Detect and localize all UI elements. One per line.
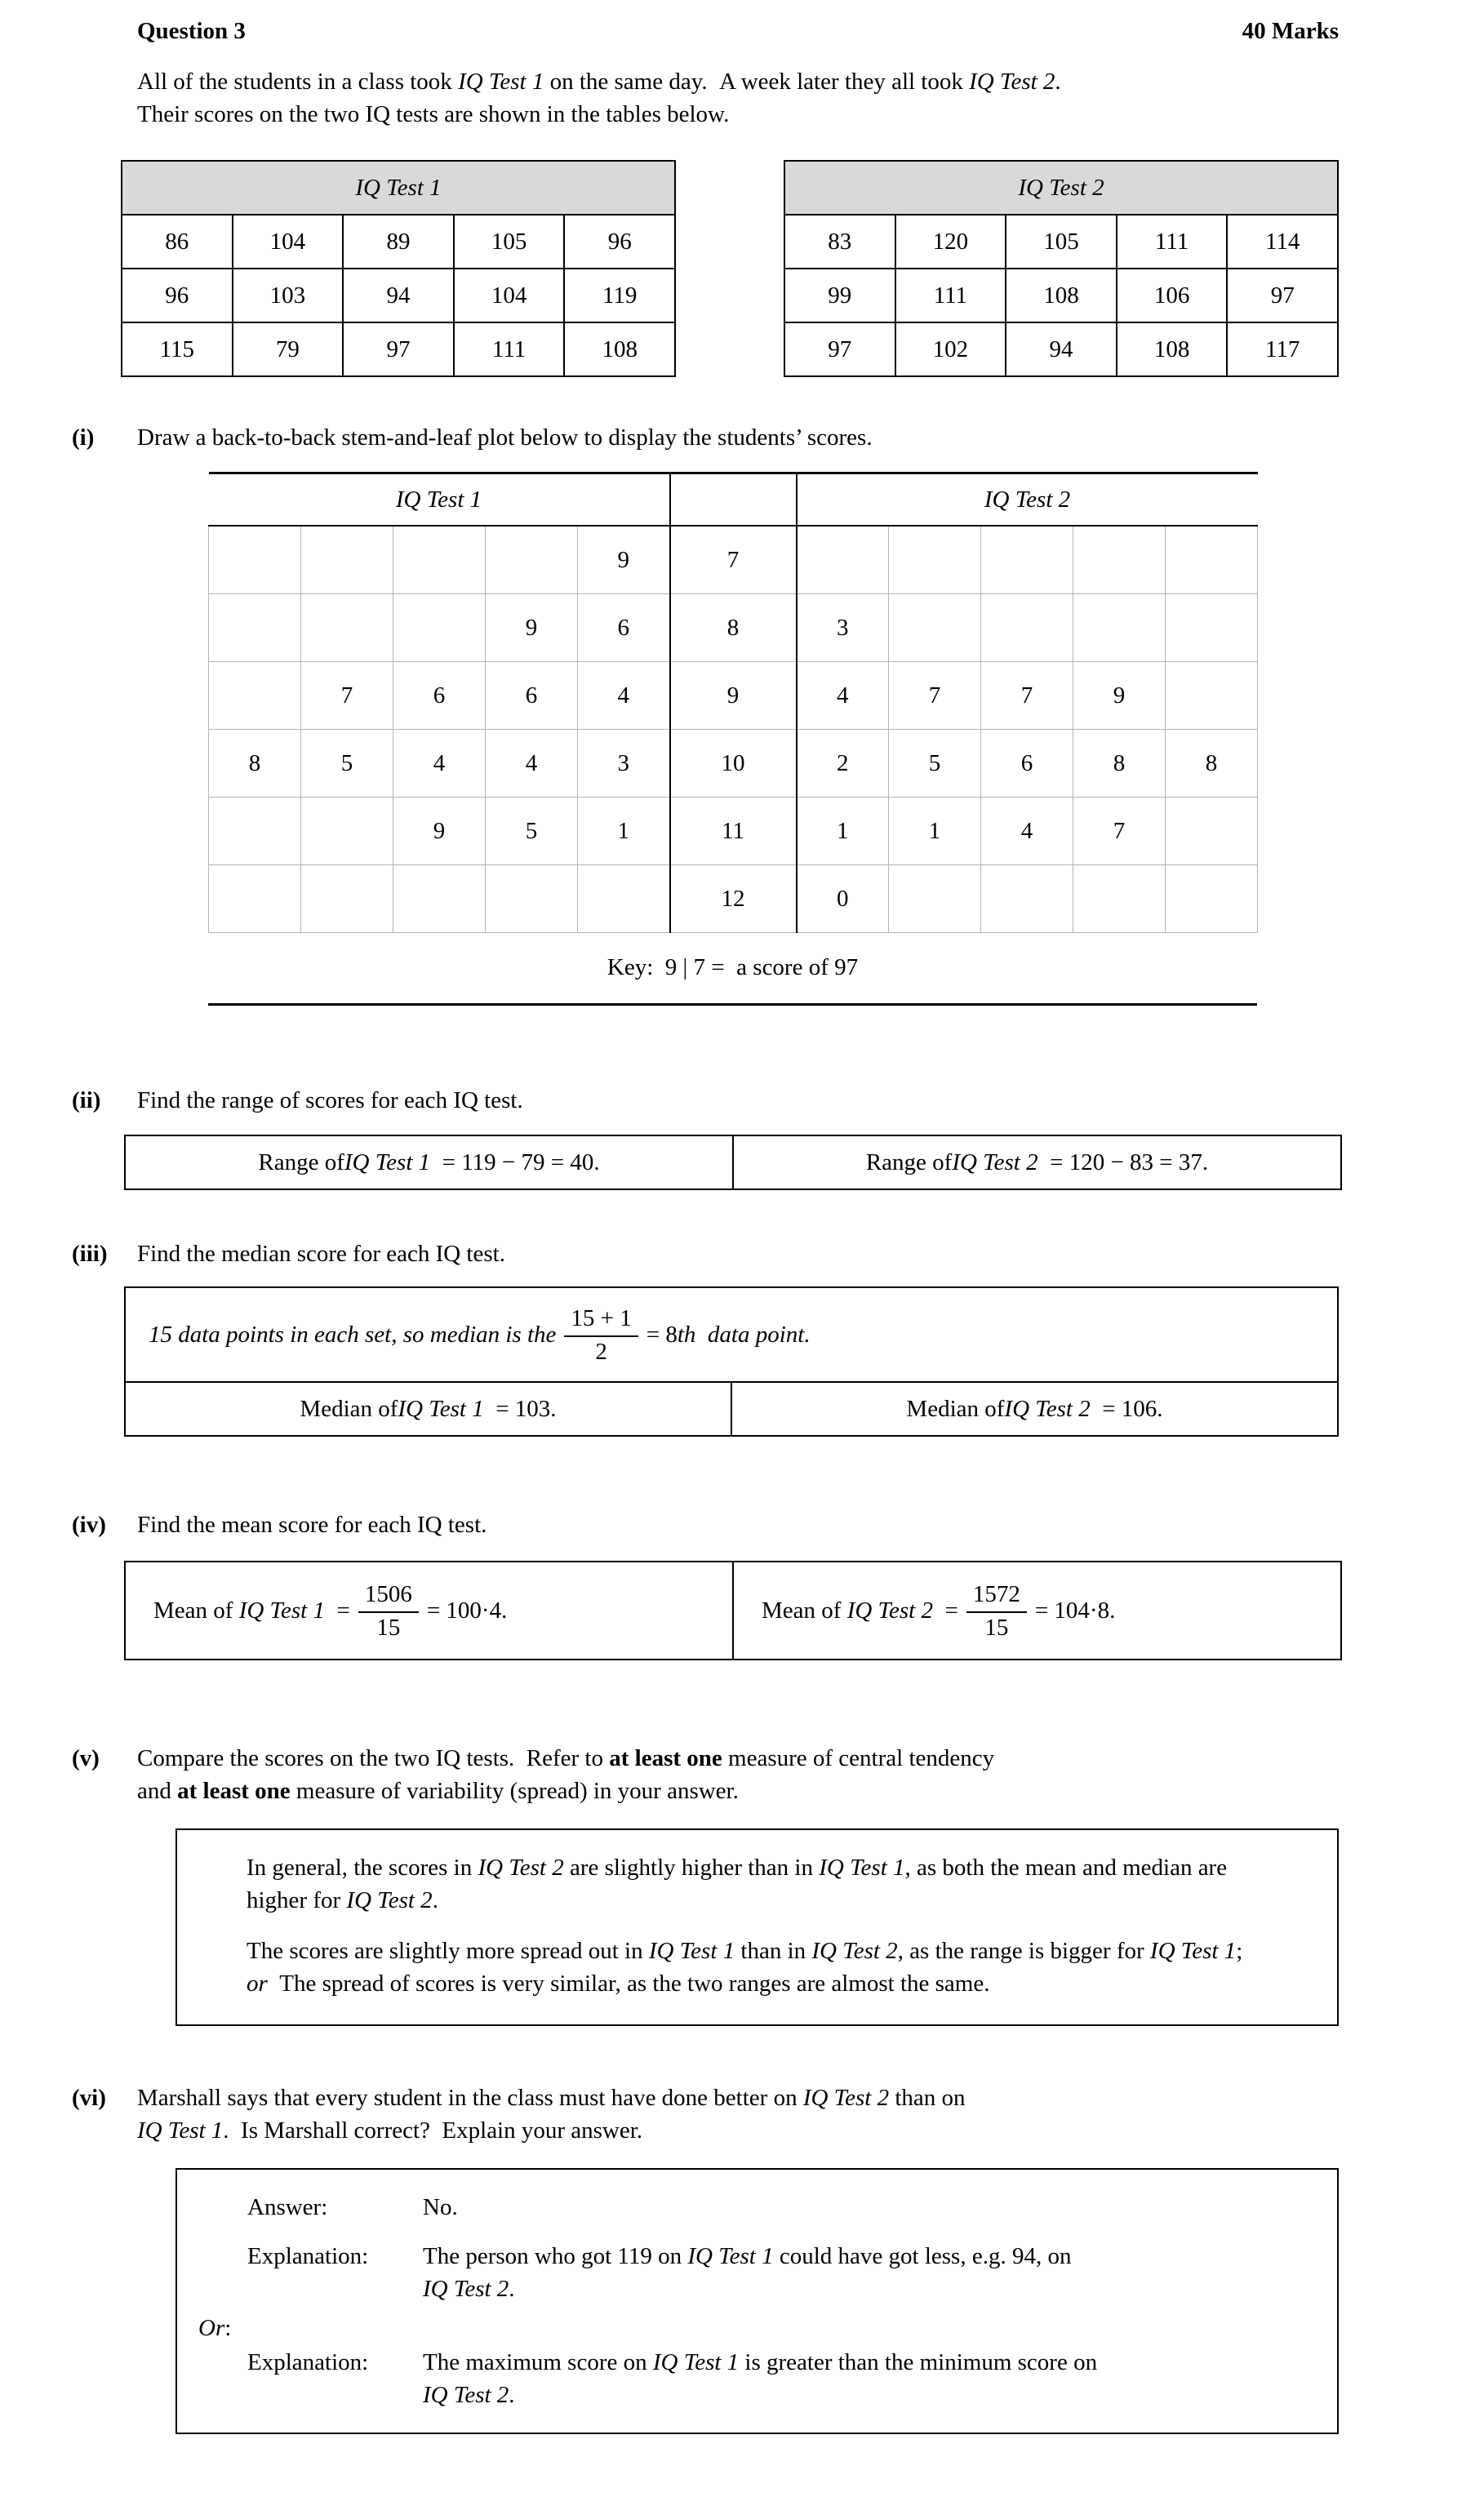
leaf-cell [209,526,301,594]
leaf-cell: 4 [393,730,486,798]
stem-leaf-row [209,526,1258,594]
leaf-cell: 5 [301,730,393,798]
text-segment: th data point. [677,1322,811,1349]
text-segment: Marshall says that every student in the class must have done better on [137,2085,803,2112]
range-test1-answer [126,1136,732,1189]
part-vi-label: (vi) [72,2085,106,2112]
score-cell: 105 [1006,215,1117,269]
stem-leaf-row [209,662,1258,730]
part-ii-label: (ii) [72,1087,101,1114]
text-segment: Or [198,2315,225,2342]
leaf-cell: 9 [486,594,578,662]
leaf-cell: 4 [797,662,889,730]
score-cell: 86 [122,215,233,269]
score-cell: 105 [454,215,565,269]
stem-leaf-row [209,865,1258,933]
stem-column-header [670,473,797,527]
text-segment: = 120 − 83 = 37. [1037,1149,1209,1176]
text-segment: Compare the scores on the two IQ tests. Refer to [137,1745,610,1772]
leaf-cell [1073,865,1166,933]
text-segment: IQ Test 1 [819,1855,905,1882]
leaf-cell: 7 [889,662,981,730]
explanation-2-label: Explanation: [247,2349,369,2376]
leaf-cell: 2 [797,730,889,798]
leaf-cell: 8 [1166,730,1258,798]
text-segment: = 119 − 79 = 40. [430,1149,600,1176]
text-segment: IQ Test 2 [346,1887,433,1914]
leaf-cell: 3 [578,730,670,798]
leaf-cell [393,526,486,594]
stem-leaf-plot [208,472,1257,1006]
median-answer-box [124,1286,1339,1437]
text-segment: is greater than the minimum score on [739,2349,1098,2376]
text-segment: Mean of [762,1597,847,1624]
explanation-1-label: Explanation: [247,2243,369,2270]
text-segment: The maximum score on [423,2349,653,2376]
iq-test-2-table [784,160,1339,377]
score-cell: 111 [454,322,565,376]
text-segment: Median of [906,1396,1005,1423]
plot-bottom-rule [208,1003,1257,1006]
part-i-prompt: Draw a back-to-back stem-and-leaf plot below to display the students’ scores. [137,424,873,451]
text-segment: = 103. [483,1396,557,1423]
iq-test-2-table-title: IQ Test 2 [784,161,1338,215]
part-v-label: (v) [72,1745,100,1772]
mean-answer-box [124,1561,1342,1660]
median-note [126,1288,1337,1383]
leaf-cell [889,526,981,594]
text-segment: = 8 [646,1322,678,1349]
intro-paragraph [137,65,1339,131]
explanation-2-text [423,2346,1314,2411]
iq-test-2-table-body [784,215,1338,376]
leaf-cell: 9 [393,798,486,865]
part-v [72,1742,1339,1807]
text-segment: In general, the scores in [247,1855,478,1882]
score-cell: 111 [1117,215,1228,269]
text-segment: IQ Test 1 [458,69,544,96]
comparison-paragraph-1 [247,1851,1255,1917]
text-segment: Range of [258,1149,344,1176]
text-segment: . [1055,69,1061,96]
leaf-cell: 7 [1073,798,1166,865]
leaf-cell [209,662,301,730]
plot-body [209,526,1258,933]
leaf-cell: 1 [889,798,981,865]
part-i [72,421,1339,454]
part-iv-label: (iv) [72,1512,106,1539]
score-cell: 94 [1006,322,1117,376]
page-header [137,15,1339,47]
score-cell: 114 [1227,215,1338,269]
median-test2-answer [731,1383,1337,1435]
mean-test1-fraction [358,1580,419,1642]
leaf-cell: 8 [1073,730,1166,798]
leaf-cell: 6 [393,662,486,730]
median-note-post [646,1318,811,1351]
leaf-cell [209,594,301,662]
leaf-cell: 4 [981,798,1073,865]
text-segment: at least one [609,1745,722,1772]
leaf-cell: 6 [578,594,670,662]
leaf-cell: 1 [578,798,670,865]
fraction-numerator: 1572 [966,1580,1027,1612]
text-segment: = [932,1597,958,1624]
leaf-cell [797,526,889,594]
text-segment: : [224,2315,232,2342]
score-cell: 117 [1227,322,1338,376]
score-cell: 108 [564,322,675,376]
text-segment: IQ Test 1 [687,2243,774,2270]
text-segment: measure of variability (spread) in your answer. [290,1778,739,1805]
indent-spacer [198,2191,247,2224]
score-tables [121,160,1339,377]
table-row [122,215,675,269]
fraction-denominator: 2 [595,1338,607,1365]
text-segment: IQ Test 1 [652,2349,740,2376]
text-segment: 15 data points in each set, so median is the [149,1322,557,1349]
or-label [198,2312,1314,2344]
comparison-answer-box [176,1828,1339,2026]
leaf-cell [301,865,393,933]
text-segment: IQ Test 2 [969,69,1055,96]
leaf-cell: 8 [209,730,301,798]
text-segment: IQ Test 1 [238,1597,325,1624]
text-segment: IQ Test 2 [802,2085,890,2112]
fraction-numerator: 1506 [358,1580,419,1612]
leaf-cell [578,865,670,933]
median-test1-answer [126,1383,731,1435]
part-ii-prompt: Find the range of scores for each IQ test. [137,1087,523,1114]
score-cell: 106 [1117,269,1228,322]
leaf-cell: 6 [486,662,578,730]
table-row [784,322,1338,376]
plot-header-row [209,473,1258,527]
leaf-cell: 7 [301,662,393,730]
text-segment: IQ Test 1 [344,1149,431,1176]
part-i-label: (i) [72,424,95,451]
iq-test-1-table-body [122,215,675,376]
text-segment: The spread of scores is very similar, as the two ranges are almost the same. [267,1971,990,1997]
text-segment: = 104·8. [1034,1597,1116,1624]
answer-text: No. [423,2194,458,2221]
text-segment: could have got less, e.g. 94, on [773,2243,1072,2270]
stem-cell: 8 [670,594,797,662]
stem-cell: 11 [670,798,797,865]
leaf-cell [981,865,1073,933]
part-vi [72,2082,1339,2147]
leaf-cell [301,526,393,594]
leaf-cell [486,865,578,933]
mean-test2-answer [732,1562,1340,1659]
score-cell: 96 [122,269,233,322]
range-answer-box [124,1135,1342,1190]
mean-test1-answer [126,1562,732,1659]
score-cell: 79 [233,322,344,376]
marshall-answer-box [176,2168,1339,2434]
score-cell: 89 [343,215,454,269]
text-segment: = 106. [1090,1396,1163,1423]
leaf-cell [393,865,486,933]
leaf-cell [301,594,393,662]
comparison-paragraph-2 [247,1935,1255,2000]
text-segment: IQ Test 2 [846,1597,933,1624]
leaf-cell [393,594,486,662]
leaf-cell: 6 [981,730,1073,798]
table-title-row [784,161,1338,215]
text-segment: . [509,2382,515,2409]
leaf-cell [486,526,578,594]
text-segment: ; [1236,1938,1255,1965]
leaf-cell: 4 [578,662,670,730]
leaf-cell: 4 [486,730,578,798]
leaf-cell [209,865,301,933]
stem-cell: 7 [670,526,797,594]
score-cell: 96 [564,215,675,269]
score-cell: 97 [784,322,895,376]
fraction-numerator: 15 + 1 [564,1304,638,1336]
leaf-cell [209,798,301,865]
table-title-row [122,161,675,215]
text-segment: The scores are slightly more spread out in [247,1938,649,1965]
text-segment: IQ Test 2 [423,2382,509,2409]
explanation-1-text [423,2240,1314,2305]
part-vi-prompt [137,2082,1339,2147]
score-cell: 94 [343,269,454,322]
median-split-row [126,1383,1337,1435]
answer-label: Answer: [247,2194,328,2221]
text-segment: Median of [300,1396,398,1423]
score-cell: 97 [343,322,454,376]
plot-key: Key: 9 | 7 = a score of 97 [606,954,859,981]
leaf-cell: 7 [981,662,1073,730]
score-cell: 102 [895,322,1006,376]
text-segment: The person who got 119 on [423,2243,688,2270]
text-segment: IQ Test 2 [1004,1396,1091,1423]
part-ii [72,1084,1339,1117]
score-cell: 103 [233,269,344,322]
text-segment: All of the students in a class took [137,69,459,96]
text-segment: and [137,1778,178,1805]
stem-leaf-row [209,730,1258,798]
range-test2-answer [732,1136,1340,1189]
fraction-denominator: 15 [984,1614,1009,1641]
leaf-cell [1166,865,1258,933]
text-segment: IQ Test 2 [811,1938,898,1965]
table-row [784,215,1338,269]
table-row [784,269,1338,322]
leaf-cell: 5 [486,798,578,865]
leaf-cell [889,865,981,933]
leaf-cell: 9 [1073,662,1166,730]
mean-test1-post [427,1594,508,1627]
leaf-cell: 3 [797,594,889,662]
leaf-cell [889,594,981,662]
plot-right-title: IQ Test 2 [797,473,1258,527]
text-segment: at least one [177,1778,291,1805]
mean-test2-pre [762,1594,958,1627]
text-segment: Their scores on the two IQ tests are shown in the tables below. [137,101,730,128]
score-cell: 104 [233,215,344,269]
score-cell: 108 [1006,269,1117,322]
score-cell: 115 [122,322,233,376]
text-segment: . [509,2276,515,2303]
score-cell: 120 [895,215,1006,269]
score-cell: 108 [1117,322,1228,376]
text-segment: = [324,1597,350,1624]
leaf-cell [981,526,1073,594]
leaf-cell: 9 [578,526,670,594]
stem-leaf-row [209,798,1258,865]
plot-left-title: IQ Test 1 [209,473,670,527]
text-segment: IQ Test 2 [423,2276,509,2303]
median-note-pre [149,1318,556,1351]
text-segment: than in [735,1938,812,1965]
leaf-cell: 5 [889,730,981,798]
score-cell: 83 [784,215,895,269]
leaf-cell [1166,798,1258,865]
text-segment: IQ Test 1 [648,1938,735,1965]
text-segment: IQ Test 2 [478,1855,564,1882]
score-cell: 111 [895,269,1006,322]
score-cell: 97 [1227,269,1338,322]
leaf-cell [1166,526,1258,594]
part-iv [72,1508,1339,1541]
text-segment: . [432,1887,438,1914]
mean-test2-fraction [966,1580,1027,1642]
score-cell: 119 [564,269,675,322]
text-segment: than on [889,2085,966,2112]
text-segment: or [247,1971,268,1997]
part-v-prompt [137,1742,1339,1807]
mean-test1-pre [153,1594,350,1627]
leaf-cell [1073,594,1166,662]
explanation-2-row [198,2346,1314,2411]
part-iii-prompt: Find the median score for each IQ test. [137,1241,505,1268]
text-segment: IQ Test 1 [1149,1938,1237,1965]
text-segment: measure of central tendency [722,1745,995,1772]
fraction-denominator: 15 [376,1614,401,1641]
score-cell: 104 [454,269,565,322]
part-iii-label: (iii) [72,1241,108,1268]
median-fraction [564,1304,638,1366]
table-row [122,322,675,376]
text-segment: IQ Test 2 [952,1149,1038,1176]
text-segment: Range of [865,1149,953,1176]
indent-spacer [198,2346,247,2411]
text-segment: are slightly higher than in [563,1855,820,1882]
mean-test2-post [1035,1594,1116,1627]
marks-label: 40 Marks [1242,18,1339,44]
score-cell: 99 [784,269,895,322]
text-segment: Mean of [153,1597,239,1624]
stem-cell: 9 [670,662,797,730]
leaf-cell: 0 [797,865,889,933]
iq-test-1-table [121,160,676,377]
text-segment: = 100·4. [426,1597,508,1624]
explanation-1-row [198,2240,1314,2305]
stem-leaf-row [209,594,1258,662]
text-segment: . Is Marshall correct? Explain your answer. [223,2117,643,2144]
stem-leaf-table [208,472,1258,933]
text-segment: on the same day. A week later they all took [544,69,970,96]
iq-test-1-table-title: IQ Test 1 [122,161,675,215]
answer-row [198,2191,1314,2224]
table-row [122,269,675,322]
text-segment: IQ Test 1 [137,2117,224,2144]
leaf-cell: 1 [797,798,889,865]
leaf-cell [301,798,393,865]
leaf-cell [1073,526,1166,594]
stem-cell: 10 [670,730,797,798]
question-title: Question 3 [137,18,246,44]
leaf-cell [981,594,1073,662]
text-segment: , as the range is bigger for [897,1938,1150,1965]
leaf-cell [1166,662,1258,730]
text-segment: IQ Test 1 [398,1396,484,1423]
part-iv-prompt: Find the mean score for each IQ test. [137,1512,487,1539]
stem-cell: 12 [670,865,797,933]
leaf-cell [1166,594,1258,662]
part-iii [72,1237,1339,1270]
indent-spacer [198,2240,247,2305]
text-segment: , as both the mean and median are higher for [247,1855,1228,1914]
